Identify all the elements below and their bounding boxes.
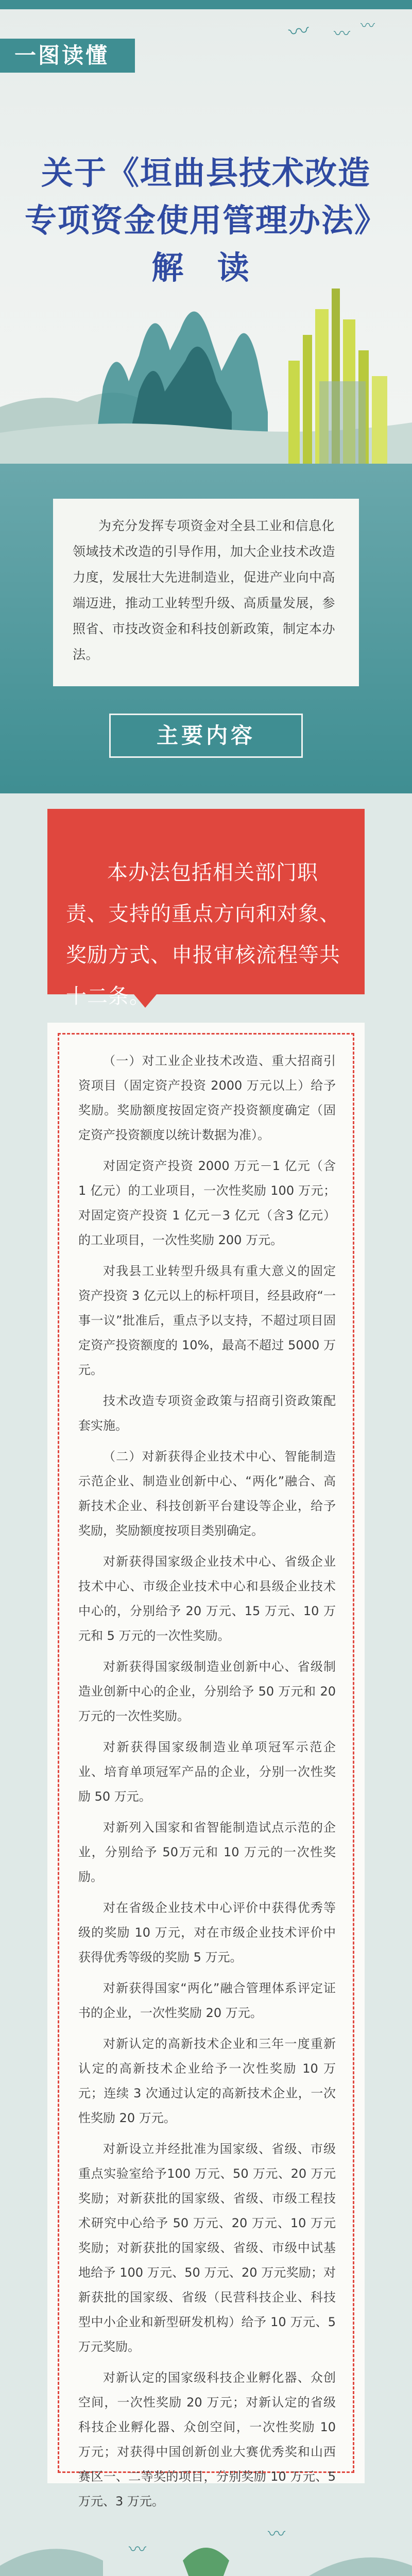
content-paragraph: 对我县工业转型升级具有重大意义的固定资产投资 3 亿元以上的标杆项目，经县政府“一事一议”批准后，重点予以支持，不超过项目固定资产投资额度的 10%，最高不超过 5000 万元。 [78,1264,336,1377]
content-paragraph: 对新获得国家“两化”融合管理体系评定证书的企业，一次性奖励 20 万元。 [78,1981,336,2020]
content-paragraph: 对新认定的国家级科技企业孵化器、众创空间，一次性奖励 20 万元；对新认定的省级科技企业孵化器、众创空间，一次性奖励 10 万元；对获得中国创新创业大赛优秀奖和山西赛区一、二等奖的项目，分别奖励 10 万元、5 万元、3 万元。 [78,2370,336,2509]
summary-text: 本办法包括相关部门职责、支持的重点方向和对象、奖励方式、申报审核流程等共十二条。 [66,861,340,1008]
content-paragraph: 对固定资产投资 2000 万元－1 亿元（含 1 亿元）的工业项目，一次性奖励 100 万元；对固定资产投资 1 亿元－3 亿元（含3 亿元）的工业项目，一次性奖励 200 万元。 [78,1159,336,1247]
bird-icon: 〰 [334,24,351,43]
content-paragraph: 对新列入国家和省智能制造试点示范的企业，分别给予 50万元和 10 万元的一次性奖励。 [78,1820,336,1884]
city-skyline-illustration [288,289,387,464]
title-block [21,149,391,292]
content-paragraph: 对新获得国家级制造业单项冠军示范企业、培育单项冠军产品的企业，分别一次性奖励 50 万元。 [78,1740,336,1804]
summary-pointer [134,994,157,1008]
top-band [0,0,412,9]
content-paragraph: 对在省级企业技术中心评价中获得优秀等级的奖励 10 万元，对在市级企业技术评价中获得优秀等级的奖励 5 万元。 [78,1901,336,1964]
bird-icon: 〰 [287,19,311,45]
content-paragraph: （二）对新获得企业技术中心、智能制造示范企业、制造业创新中心、“两化”融合、高新技术企业、科技创新平台建设等企业，给予奖励，奖励额度按项目类别确定。 [78,1449,336,1538]
intro-card [53,499,359,686]
header [0,0,412,464]
bird-icon: 〰 [129,2539,146,2560]
mountain-illustration [0,278,412,464]
footer-illustration [0,2504,412,2576]
content-paragraph: 对新获得国家级企业技术中心、省级企业技术中心、市级企业技术中心和县级企业技术中心的，分别给予 20 万元、15 万元、10 万元和 5 万元的一次性奖励。 [78,1554,336,1643]
section-tag: 一图读懂 [0,39,135,73]
content-paragraph: （一）对工业企业技术改造、重大招商引资项目（固定资产投资 2000 万元以上）给予奖励。奖励额度按固定资产投资额度确定（固定资产投资额度以统计数据为准）。 [78,1054,336,1142]
content-card [47,1023,365,2509]
intro-text: 为充分发挥专项资金对全县工业和信息化领域技术改造的引导作用，加大企业技术改造力度，发展壮大先进制造业，促进产业向中高端迈进，推动工业转型升级、高质量发展，参照省、市技改资金和科技创新政策，制定本办法。 [73,518,336,662]
page-title-line-2: 专项资金使用管理办法》 [24,201,387,239]
page-title-line-3: 解 读 [151,249,261,286]
main-content-heading: 主要内容 [109,714,303,758]
content-paragraph: 对新认定的高新技术企业和三年一度重新认定的高新技术企业给予一次性奖励 10 万元；连续 3 次通过认定的高新技术企业，一次性奖励 20 万元。 [78,2037,336,2125]
book-stack-illustration [154,2548,258,2576]
bird-icon: 〰 [268,2524,285,2545]
content-body [78,1048,336,2520]
content-paragraph: 对新获得国家级制造业创新中心、省级制造业创新中心的企业，分别给予 50 万元和 20 万元的一次性奖励。 [78,1659,336,1723]
summary-box [47,809,365,1008]
bird-icon: 〰 [360,17,375,34]
content-paragraph: 对新设立并经批准为国家级、省级、市级重点实验室给予100 万元、50 万元、20 万元奖励；对新获批的国家级、省级、市级工程技术研究中心给予 50 万元、20 万元、10 万元奖励；对新获批的国家级、省级、市级中试基地给予 100 万元、50 万元、20 万元奖励；对新获批的国家级、省级（民营科技企业、科技型中小企业和新型研发机构）给予 10 万元、5 万元奖励。 [78,2142,336,2354]
page-title-line-1: 关于《垣曲县技术改造 [41,154,371,192]
content-paragraph: 技术改造专项资金政策与招商引资政策配套实施。 [78,1394,336,1433]
